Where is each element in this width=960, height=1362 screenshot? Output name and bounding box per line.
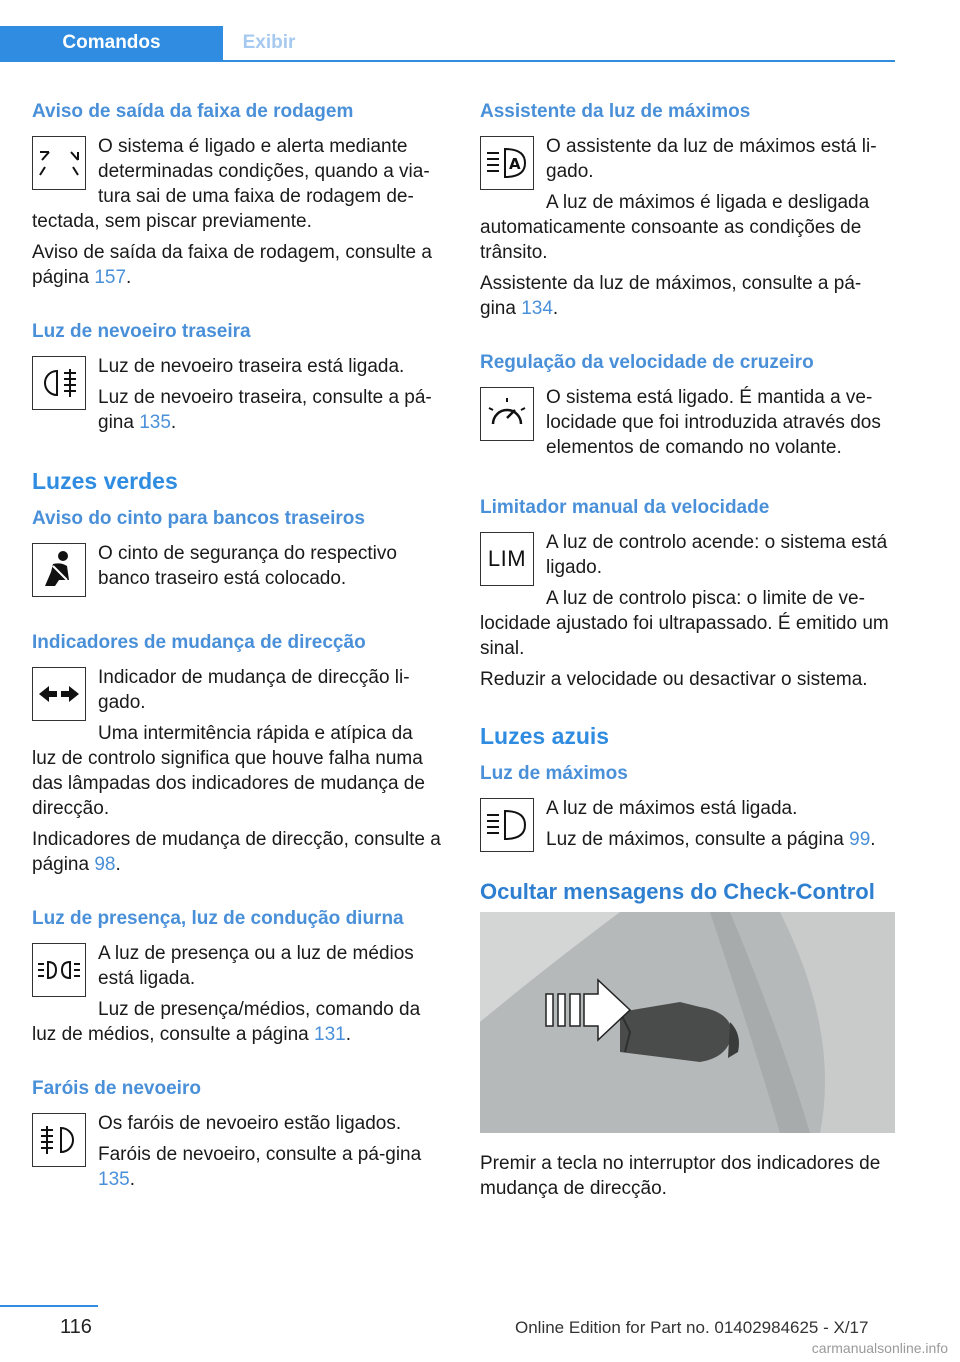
rearfog-text-2: Luz de nevoeiro traseira, consulte a pá-gina 135. [98, 387, 432, 433]
hba-text-3: Assistente da luz de máximos, consulte a pá-gina 134. [480, 273, 862, 319]
heading-rear-fog: Luz de nevoeiro traseira [32, 321, 251, 342]
page-link-134[interactable]: 134 [521, 298, 553, 319]
entry-rear-fog [32, 320, 448, 441]
limiter-text-2b: locidade ajustado foi ultrapassado. É emitido um sinal. [480, 613, 889, 659]
frontfog-text-2: Faróis de nevoeiro, consulte a pá-gina 135. [98, 1144, 422, 1190]
entry-high-beam [480, 762, 896, 856]
entry-parking-light [32, 907, 448, 1047]
parking-text-1: A luz de presença ou a luz de médios está ligada. [98, 943, 414, 989]
heading-cruise-control: Regulação da velocidade de cruzeiro [480, 352, 814, 373]
svg-text:A: A [509, 155, 521, 173]
turn-signal-icon [32, 667, 86, 721]
heading-turn-signal: Indicadores de mudança de direcção [32, 632, 366, 653]
limiter-text-3: Reduzir a velocidade ou desactivar o sistema. [480, 669, 868, 690]
heading-speed-limiter: Limitador manual da velocidade [480, 497, 770, 518]
belt-text-1: O cinto de segurança do respectivo banco traseiro está colocado. [98, 543, 397, 589]
watermark: carmanualsonline.info [811, 1340, 948, 1356]
turn-text-1: Indicador de mudança de direcção li-gado. [98, 667, 410, 713]
lane-text-2: Aviso de saída da faixa de rodagem, consulte a página 157. [32, 242, 432, 288]
highbeam-text-1: A luz de máximos está ligada. [546, 798, 798, 819]
right-column [480, 100, 896, 1207]
rearfog-text-1: Luz de nevoeiro traseira está ligada. [98, 356, 405, 377]
entry-speed-limiter [480, 496, 896, 692]
turn-signal-stalk-button-photo [480, 912, 895, 1133]
left-column [32, 100, 448, 1228]
turn-text-2b: luz de controlo significa que houve falha numa das lâmpadas dos indicadores de mudança de direcção. [32, 748, 425, 819]
tab-exibir[interactable]: Exibir [242, 32, 296, 53]
edition-note: Online Edition for Part no. 01402984625 - X/17 [515, 1318, 869, 1337]
entry-front-fog [32, 1077, 448, 1198]
limiter-text-1: A luz de controlo acende: o sistema está ligado. [546, 532, 888, 578]
turn-text-2a: Uma intermitência rápida e atípica da [98, 723, 413, 744]
heading-high-beam: Luz de máximos [480, 763, 628, 784]
heading-front-fog: Faróis de nevoeiro [32, 1078, 201, 1099]
page-link-99[interactable]: 99 [849, 829, 871, 850]
speed-limiter-icon [480, 532, 534, 586]
section-tabs [0, 26, 895, 62]
tab-comandos[interactable]: Comandos [0, 26, 223, 60]
entry-turn-signal [32, 631, 448, 877]
high-beam-icon [480, 798, 534, 852]
hba-text-2b: automaticamente consoante as condições de trânsito. [480, 217, 862, 263]
parking-text-2b: luz de médios, consulte a página 131. [32, 1024, 351, 1045]
footer-rule [0, 1305, 98, 1307]
page-link-157[interactable]: 157 [94, 267, 127, 288]
page-link-131[interactable]: 131 [314, 1024, 346, 1045]
high-beam-assistant-icon [480, 136, 534, 190]
heading-rear-belt: Aviso do cinto para bancos traseiros [32, 508, 365, 529]
lane-departure-icon [32, 136, 86, 190]
parking-text-2a: Luz de presença/médios, comando da [98, 999, 421, 1020]
cruise-control-icon [480, 387, 534, 441]
hba-text-1: O assistente da luz de máximos está li-gado. [546, 136, 877, 182]
page-link-98[interactable]: 98 [94, 854, 116, 875]
turn-text-3: Indicadores de mudança de direcção, consulte a página 98. [32, 829, 441, 875]
speed-limiter-icon-label: LIM [487, 546, 527, 571]
entry-lane-departure [32, 100, 448, 290]
limiter-text-2a: A luz de controlo pisca: o limite de ve- [546, 588, 865, 609]
lane-text-1: O sistema é ligado e alerta mediante determinadas condições, quando a via-tura sai de uma faixa de rodagem de- [98, 136, 430, 207]
highbeam-text-2: Luz de máximos, consulte a página 99. [546, 829, 876, 850]
entry-rear-belt [32, 507, 448, 601]
page-link-135-b[interactable]: 135 [98, 1169, 130, 1190]
heading-green-lights: Luzes verdes [32, 468, 178, 494]
lane-text-1b: tectada, sem piscar previamente. [32, 211, 312, 232]
heading-parking-light: Luz de presença, luz de condução diurna [32, 908, 404, 929]
frontfog-text-1: Os faróis de nevoeiro estão ligados. [98, 1113, 402, 1134]
front-fog-light-icon [32, 1113, 86, 1167]
entry-cruise-control [480, 351, 896, 466]
page-link-135-a[interactable]: 135 [139, 412, 171, 433]
cruise-text-1: O sistema está ligado. É mantida a ve-locidade que foi introduzida através dos elementos de comando no volante. [546, 387, 881, 458]
parking-light-icon [32, 943, 86, 997]
seatbelt-icon [32, 543, 86, 597]
rear-fog-light-icon [32, 356, 86, 410]
heading-lane-departure: Aviso de saída da faixa de rodagem [32, 101, 354, 122]
photo-caption: Premir a tecla no interruptor dos indicadores de mudança de direcção. [480, 1153, 881, 1199]
hba-text-2a: A luz de máximos é ligada e desligada [546, 192, 870, 213]
heading-high-beam-assistant: Assistente da luz de máximos [480, 101, 751, 122]
entry-high-beam-assistant [480, 100, 896, 321]
heading-hide-check-control: Ocultar mensagens do Check-Control [480, 879, 875, 904]
page-number: 116 [60, 1316, 92, 1338]
heading-blue-lights: Luzes azuis [480, 723, 610, 749]
